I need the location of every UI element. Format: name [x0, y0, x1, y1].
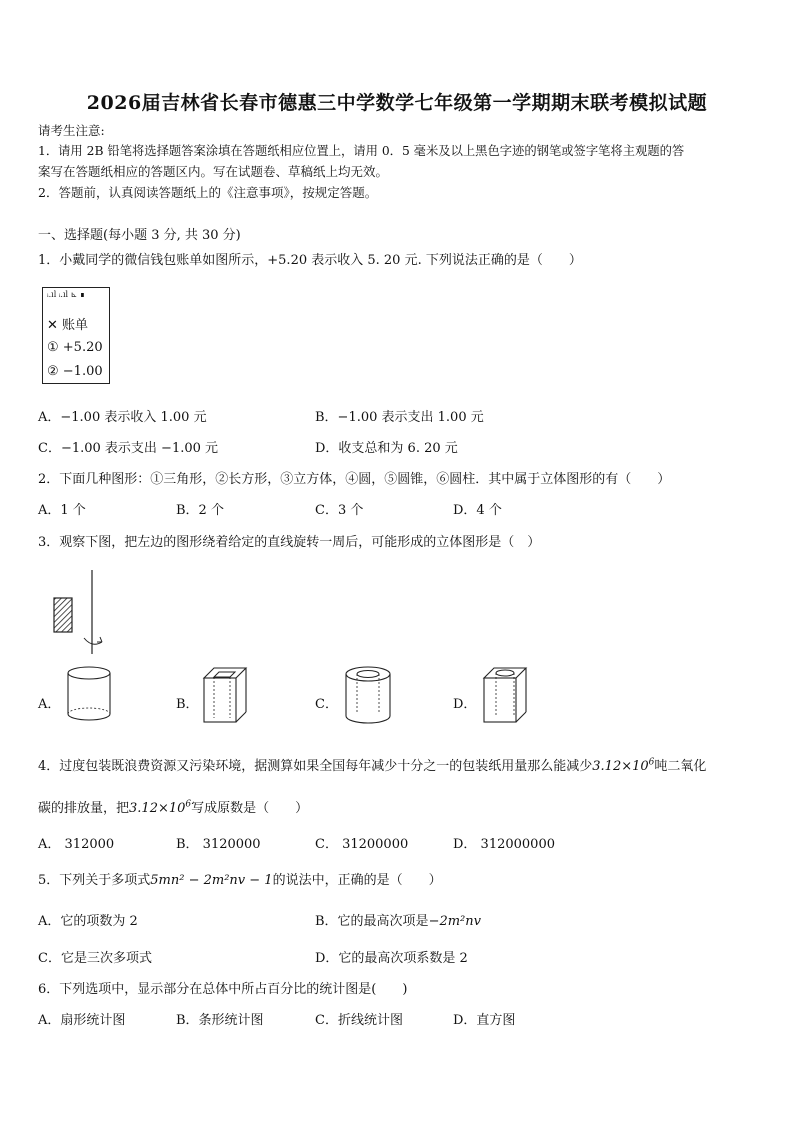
q4-mantissa: 3.12×10	[592, 759, 649, 774]
q6-option-b: B．条形统计图	[176, 1013, 264, 1028]
q2-option-d: D．4 个	[453, 503, 502, 518]
q5-option-c: C．它是三次多项式	[38, 951, 152, 966]
q5-stem-a: 5．下列关于多项式	[38, 873, 151, 888]
q4-stem-d: 写成原数是（ ）	[191, 801, 309, 816]
q3-option-c: C．	[315, 697, 338, 712]
notice-line-2: 2．答题前，认真阅读答题纸上的《注意事项》，按规定答题。	[38, 185, 378, 200]
hatched-rectangle	[54, 598, 72, 632]
q3-option-d: D．	[453, 697, 477, 712]
q4-mantissa-repeat: 3.12×10	[129, 801, 186, 816]
q1-option-a: A．−1.00 表示收入 1.00 元	[38, 410, 207, 425]
q1-bill-status: ᵢ.ıl ᵢ.ıl ⊾ ∎	[47, 290, 85, 299]
q4-exponent: 6	[648, 757, 655, 768]
section-heading: 一、选择题(每小题 3 分, 共 30 分)	[38, 228, 241, 243]
rotation-arrow	[84, 638, 102, 644]
q4-stem-a: 4．过度包装既浪费资源又污染环境，据测算如果全国每年减少十分之一的包装纸用量那么能减少	[38, 759, 593, 774]
q6-option-a: A．扇形统计图	[38, 1013, 126, 1028]
q3-option-a-cylinder	[64, 664, 114, 724]
q4-option-c: C． 31200000	[315, 837, 409, 852]
q5-option-b-term: −2m²nv	[428, 914, 481, 929]
q1-bill-figure	[42, 287, 110, 384]
q1-option-d: D．收支总和为 6. 20 元	[315, 441, 458, 456]
q6-option-c: C．折线统计图	[315, 1013, 403, 1028]
q5-option-d: D．它的最高次项系数是 2	[315, 951, 468, 966]
q1-option-c: C．−1.00 表示支出 −1.00 元	[38, 441, 219, 456]
q5-option-b-text: B．它的最高次项是	[315, 914, 429, 929]
q5-stem	[38, 869, 442, 888]
q1-bill-row1: ✕ 账单	[47, 318, 89, 333]
q3-option-a: A．	[38, 697, 61, 712]
q3-rotation-figure	[40, 568, 120, 658]
q6-stem: 6．下列选项中，显示部分在总体中所占百分比的统计图是( )	[38, 982, 408, 997]
q5-polynomial: 5mn² − 2m²nv − 1	[150, 873, 273, 888]
q6-option-d: D．直方图	[453, 1013, 516, 1028]
q2-option-b: B．2 个	[176, 503, 224, 518]
notice-line-1a: 1．请用 2B 铅笔将选择题答案涂填在答题纸相应位置上，请用 0．5 毫米及以上黑色字迹的钢笔或签字笔将主观题的答	[38, 144, 685, 158]
q3-stem: 3．观察下图，把左边的图形绕着给定的直线旋转一周后，可能形成的立体图形是（ ）	[38, 535, 541, 550]
notice-line-1b: 案写在答题纸相应的答题区内。写在试题卷、草稿纸上均无效。	[38, 164, 389, 179]
q3-option-d-prism-with-hole	[480, 664, 530, 726]
q4-number-repeat	[129, 801, 191, 816]
q2-option-c: C．3 个	[315, 503, 364, 518]
q5-stem-b: 的说法中，正确的是（ ）	[272, 873, 442, 888]
q4-stem-c: 碳的排放量，把	[38, 801, 130, 816]
q4-option-d: D． 312000000	[453, 837, 555, 852]
q4-option-a: A． 312000	[38, 837, 115, 852]
q4-option-b: B． 3120000	[176, 837, 261, 852]
q1-bill-row3: ② −1.00	[47, 364, 103, 379]
q4-exponent-repeat: 6	[185, 799, 192, 810]
q2-stem: 2．下面几种图形：①三角形，②长方形，③立方体，④圆，⑤圆锥，⑥圆柱．其中属于立体图形的有（ ）	[38, 472, 671, 487]
q3-option-c-hollow-cylinder	[342, 664, 394, 726]
page-title: 2026届吉林省长春市德惠三中学数学七年级第一学期期末联考模拟试题	[86, 92, 708, 114]
q3-option-b-hollow-prism	[200, 664, 250, 726]
q4-stem-line1	[38, 755, 706, 774]
q2-option-a: A．1 个	[38, 503, 86, 518]
notice-heading: 请考生注意:	[38, 123, 105, 138]
q5-option-a: A．它的项数为 2	[38, 914, 138, 929]
q3-option-b: B．	[176, 697, 199, 712]
q1-bill-row2: ① +5.20	[47, 340, 103, 355]
q4-stem-b: 吨二氧化	[654, 759, 707, 774]
q4-stem-line2	[38, 797, 308, 816]
q1-option-b: B．−1.00 表示支出 1.00 元	[315, 410, 484, 425]
q5-option-b	[315, 910, 481, 929]
q1-stem: 1．小戴同学的微信钱包账单如图所示，+5.20 表示收入 5. 20 元. 下列说法正确的是（ ）	[38, 253, 582, 268]
q4-number	[592, 759, 654, 774]
